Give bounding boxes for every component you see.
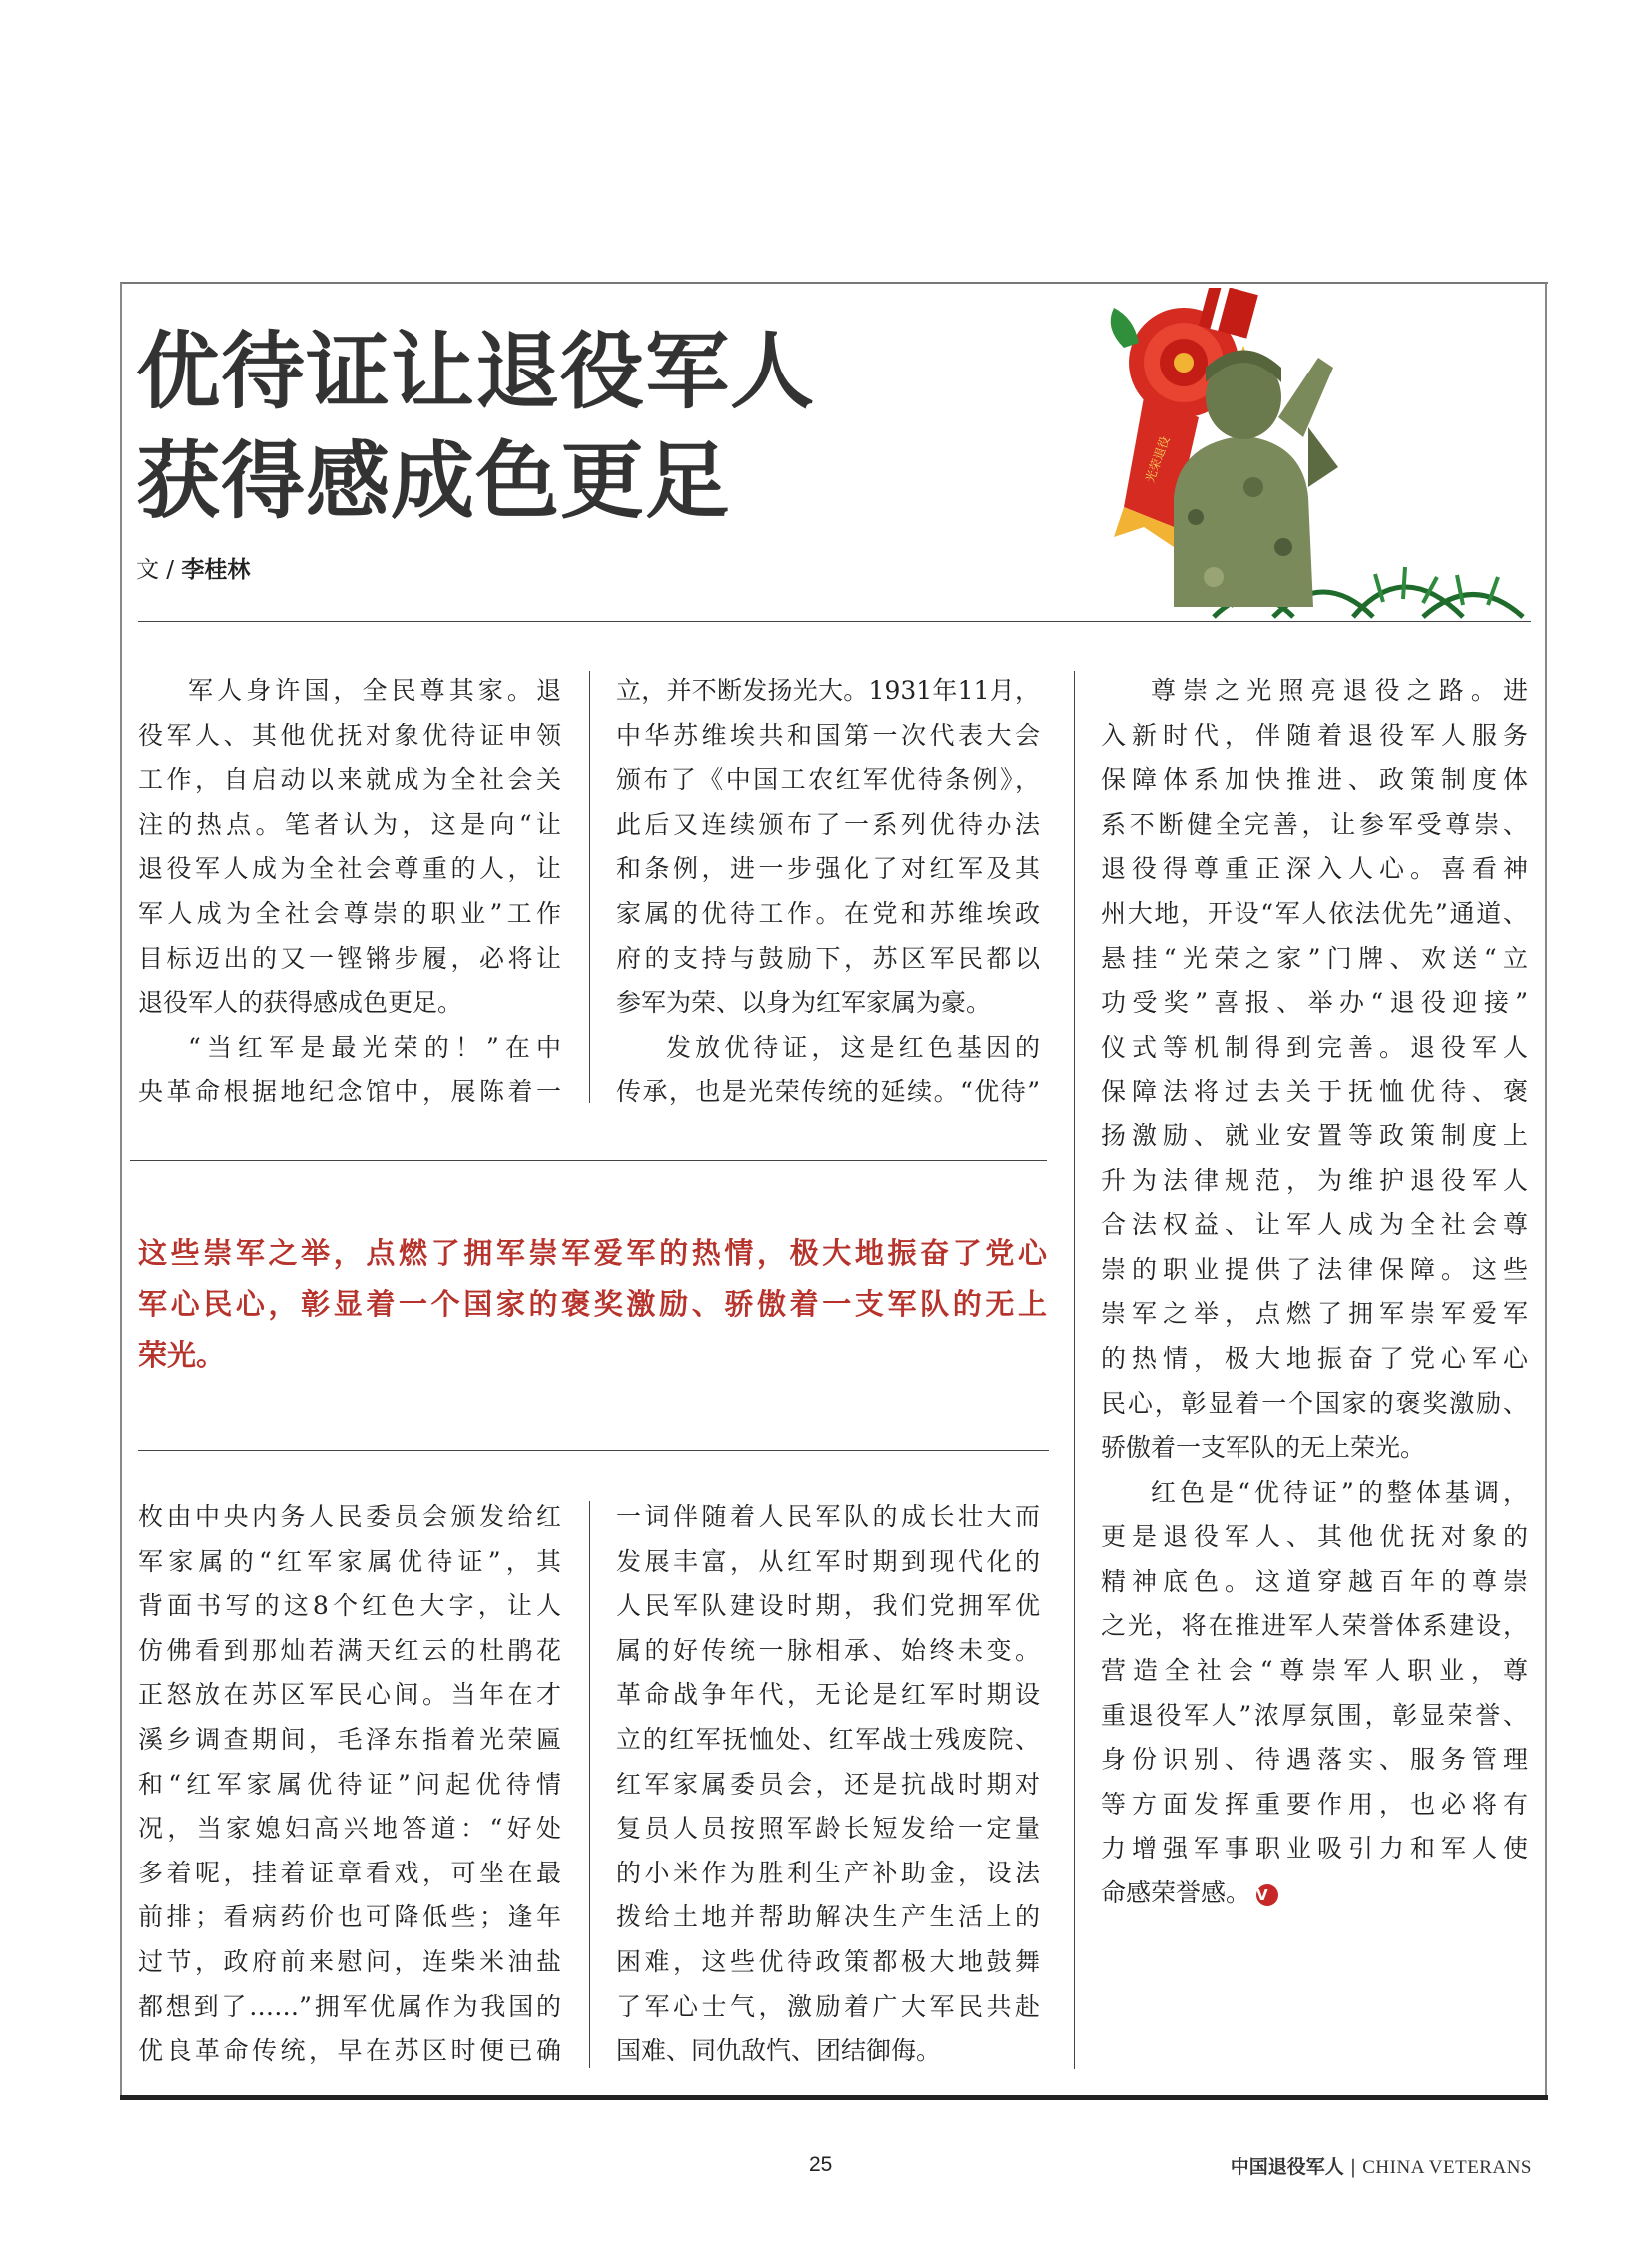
text-line [616,981,1040,1026]
line-text: 功受奖”喜报、举办“退役迎接” [1101,988,1528,1018]
text-line [138,803,561,848]
line-text: 仪式等机制得到完善。退役军人 [1101,1032,1528,1062]
text-line [1101,1694,1528,1739]
text-line [1101,1292,1528,1337]
page-number: 25 [809,2153,833,2176]
text-line [1101,1159,1528,1204]
line-text: 况，当家媳妇高兴地答道：“好处 [138,1814,561,1844]
line-text: 目标迈出的又一铿锵步履，必将让 [138,943,561,973]
line-text: 精神底色。这道穿越百年的尊崇 [1101,1566,1528,1596]
line-text: 人民军队建设时期，我们党拥军优 [616,1591,1040,1621]
line-text: 颁布了《中国工农红军优待条例》， [616,765,1040,795]
line-text: 背面书写的这8个红色大字，让人 [138,1591,561,1621]
text-line [1101,714,1528,759]
line-text: 力增强军事职业吸引力和军人使 [1101,1834,1528,1864]
byline-prefix: 文 / [136,557,182,583]
line-text: 系不断健全完善，让参军受尊崇、 [1101,809,1528,839]
text-line [138,981,561,1026]
text-line [616,803,1040,848]
line-text: 和“红军家属优待证”问起优待情 [138,1769,561,1799]
line-text: 了军心士气，激励着广大军民共赴 [616,1991,1040,2021]
line-text: 立的红军抚恤处、红军战士残废院、 [616,1724,1040,1754]
line-text: 重退役军人”浓厚氛围，彰显荣誉、 [1101,1700,1528,1730]
line-text: 骄傲着一支军队的无上荣光。 [1101,1433,1426,1463]
line-text: 和条例，进一步强化了对红军及其 [616,854,1040,884]
text-line [616,1852,1040,1896]
line-text: 注的热点。笔者认为，这是向“让 [138,809,561,839]
text-line [1101,1649,1528,1694]
text-line [616,1985,1040,2030]
text-line [138,1673,561,1718]
brand-english: CHINA VETERANS [1362,2157,1532,2178]
line-text: 立，并不断发扬光大。1931年11月， [616,676,1040,705]
brand-separator: | [1343,2156,1363,2178]
line-text: 属的好传统一脉相承、始终未变。 [616,1635,1040,1665]
line-text: 溪乡调查期间，毛泽东指着光荣匾 [138,1724,561,1754]
text-line [1101,1382,1528,1427]
line-text: 红军家属委员会，还是抗战时期对 [616,1769,1040,1799]
text-line [1101,1738,1528,1783]
line-text: 荣光。 [138,1338,226,1372]
veteran-salute-illustration [1104,288,1533,622]
text-line [616,758,1040,803]
line-text: 扬激励、就业安置等政策制度上 [1101,1120,1528,1150]
text-line [1101,1515,1528,1560]
line-text: 退役得尊重正深入人心。喜看神 [1101,854,1528,884]
line-text: 悬挂“光荣之家”门牌、欢送“立 [1101,943,1528,973]
top-rule [120,282,1548,284]
line-text: 的小米作为胜利生产补助金，设法 [616,1858,1040,1887]
text-line [616,1540,1040,1585]
line-text: 家属的优待工作。在党和苏维埃政 [616,898,1040,928]
line-text: 之光，将在推进军人荣誉体系建设， [1101,1611,1528,1641]
author-name: 李桂林 [181,557,251,583]
line-text: 退役军人的获得感成色更足。 [138,988,463,1018]
text-line [138,1940,561,1985]
text-line [1101,803,1528,848]
text-line [616,2029,1040,2074]
text-line [138,758,561,803]
text-line [1101,937,1528,982]
line-text: 革命战争年代，无论是红军时期设 [616,1680,1040,1710]
header-rule [138,621,1531,622]
text-line [1101,669,1528,714]
line-text: 传承，也是光荣传统的延续。“优待” [616,1077,1040,1107]
text-line [616,1070,1040,1115]
text-line [138,1629,561,1674]
text-line [1101,892,1528,937]
text-line [138,1852,561,1896]
article-title-line-1: 优待证让退役军人 [136,323,816,420]
column-2-bottom [616,1495,1040,2074]
pull-quote [138,1228,1047,1381]
text-line [616,1026,1040,1071]
text-line [616,1673,1040,1718]
text-line [1101,1604,1528,1649]
line-text: 州大地，开设“军人依法优先”通道、 [1101,898,1528,928]
text-line [616,1584,1040,1629]
text-line [1101,1248,1528,1293]
line-text: 拨给土地并帮助解决生产生活上的 [616,1902,1040,1932]
text-line [1101,1115,1528,1159]
line-text: 合法权益、让军人成为全社会尊 [1101,1210,1528,1240]
line-text: 保障法将过去关于抚恤优待、褒 [1101,1077,1528,1107]
line-text: 民心，彰显着一个国家的褒奖激励、 [1101,1388,1528,1418]
bottom-rule [120,2095,1548,2100]
text-line [138,1540,561,1585]
line-text: 过节，政府前来慰问，连柴米油盐 [138,1946,561,1976]
column-3 [1101,669,1528,1916]
text-line [1101,758,1528,803]
line-text: 命感荣誉感。 [1101,1878,1251,1908]
line-text: “当红军是最光荣的！”在中 [188,1032,561,1062]
line-text: 尊崇之光照亮退役之路。进 [1151,676,1528,705]
line-text: 崇的职业提供了法律保障。这些 [1101,1254,1528,1284]
line-text: 红色是“优待证”的整体基调， [1151,1477,1528,1507]
text-line [138,1985,561,2030]
text-line [138,1026,561,1071]
text-line [616,937,1040,982]
text-line [1101,1070,1528,1115]
text-line [1101,1560,1528,1605]
line-text: 优良革命传统，早在苏区时便已确 [138,2036,561,2066]
line-text: 军心民心，彰显着一个国家的褒奖激励、骄傲着一支军队的无上 [138,1287,1047,1321]
line-text: 崇军之举，点燃了拥军崇军爱军 [1101,1299,1528,1329]
text-line [1101,1827,1528,1871]
magazine-brand [1231,2152,1532,2179]
line-text: 保障体系加快推进、政策制度体 [1101,765,1528,795]
line-text: 营造全社会“尊崇军人职业，尊 [1101,1656,1528,1686]
text-line [138,1495,561,1540]
line-text: 复员人员按照军龄长短发给一定量 [616,1814,1040,1844]
line-text: 枚由中央内务人民委员会颁发给红 [138,1502,561,1531]
text-line [138,1584,561,1629]
text-line [616,1895,1040,1940]
text-line [138,1330,1047,1381]
line-text: 央革命根据地纪念馆中，展陈着一 [138,1077,561,1107]
line-text: 发展丰富，从红军时期到现代化的 [616,1546,1040,1576]
brand-chinese: 中国退役军人 [1230,2156,1344,2178]
line-text: 军人成为全社会尊崇的职业”工作 [138,898,561,928]
text-line [138,1763,561,1808]
line-text: 多着呢，挂着证章看戏，可坐在最 [138,1858,561,1887]
line-text: 军家属的“红军家属优待证”，其 [138,1546,561,1576]
text-line [138,1807,561,1852]
text-line [138,1070,561,1115]
line-text: 府的支持与鼓励下，苏区军民都以 [616,943,1040,973]
text-line [138,669,561,714]
text-line [1101,847,1528,892]
line-text: 这些崇军之举，点燃了拥军崇军爱军的热情，极大地振奋了党心 [138,1236,1047,1270]
text-line [616,1495,1040,1540]
text-line [138,1718,561,1763]
article-title-line-2: 获得感成色更足 [136,432,731,530]
text-line [1101,1471,1528,1516]
text-line [138,1228,1047,1279]
line-text: 仿佛看到那灿若满天红云的杜鹃花 [138,1635,561,1665]
text-line [1101,1783,1528,1828]
line-text: 升为法律规范，为维护退役军人 [1101,1165,1528,1195]
line-text: 入新时代，伴随着退役军人服务 [1101,720,1528,750]
line-text: 等方面发挥重要作用，也必将有 [1101,1789,1528,1819]
text-line [616,669,1040,714]
line-text: 发放优待证，这是红色基因的 [666,1032,1040,1062]
text-line [138,1895,561,1940]
right-border [1545,283,1547,2100]
column-divider [589,671,590,1103]
pull-quote-bottom-rule [138,1450,1049,1451]
line-text: 前排；看病药价也可降低些；逢年 [138,1902,561,1932]
text-line [616,1629,1040,1674]
line-text: 更是退役军人、其他优抚对象的 [1101,1522,1528,1552]
text-line [616,892,1040,937]
text-line [616,1763,1040,1808]
text-line [138,937,561,982]
text-line [1101,1871,1528,1916]
text-line [616,1940,1040,1985]
line-text: 身份识别、待遇落实、服务管理 [1101,1745,1528,1775]
text-line [1101,1026,1528,1071]
text-line [138,2029,561,2074]
line-text: 此后又连续颁布了一系列优待办法 [616,809,1040,839]
line-text: 困难，这些优待政策都极大地鼓舞 [616,1946,1040,1976]
line-text: 工作，自启动以来就成为全社会关 [138,765,561,795]
text-line [1101,1203,1528,1248]
text-line [616,714,1040,759]
line-text: 役军人、其他优抚对象优待证申领 [138,720,561,750]
line-text: 都想到了……”拥军优属作为我国的 [138,1991,561,2021]
column-1-top [138,669,561,1115]
text-line [1101,1426,1528,1471]
article-end-mark-icon: V [1256,1884,1278,1906]
line-text: 国难、同仇敌忾、团结御侮。 [616,2036,942,2066]
line-text: 一词伴随着人民军队的成长壮大而 [616,1502,1040,1531]
line-text: 军人身许国，全民尊其家。退 [188,676,561,705]
column-divider [1074,671,1075,2069]
text-line [616,1718,1040,1763]
text-line [1101,1337,1528,1382]
column-divider [589,1501,590,2068]
column-1-bottom [138,1495,561,2074]
text-line [138,714,561,759]
text-line [138,1279,1047,1330]
left-border [120,283,122,2100]
line-text: 正怒放在苏区军民心间。当年在才 [138,1680,561,1710]
line-text: 退役军人成为全社会尊重的人，让 [138,854,561,884]
line-text: 参军为荣、以身为红军家属为豪。 [616,988,992,1018]
sash-text: 光荣退役 [1142,434,1173,485]
text-line [616,1807,1040,1852]
text-line [1101,981,1528,1026]
column-2-top [616,669,1040,1115]
byline [136,551,250,584]
text-line [138,892,561,937]
text-line [616,847,1040,892]
line-text: 中华苏维埃共和国第一次代表大会 [616,720,1040,750]
pull-quote-top-rule [130,1160,1047,1161]
line-text: 的热情，极大地振奋了党心军心 [1101,1343,1528,1373]
text-line [138,847,561,892]
